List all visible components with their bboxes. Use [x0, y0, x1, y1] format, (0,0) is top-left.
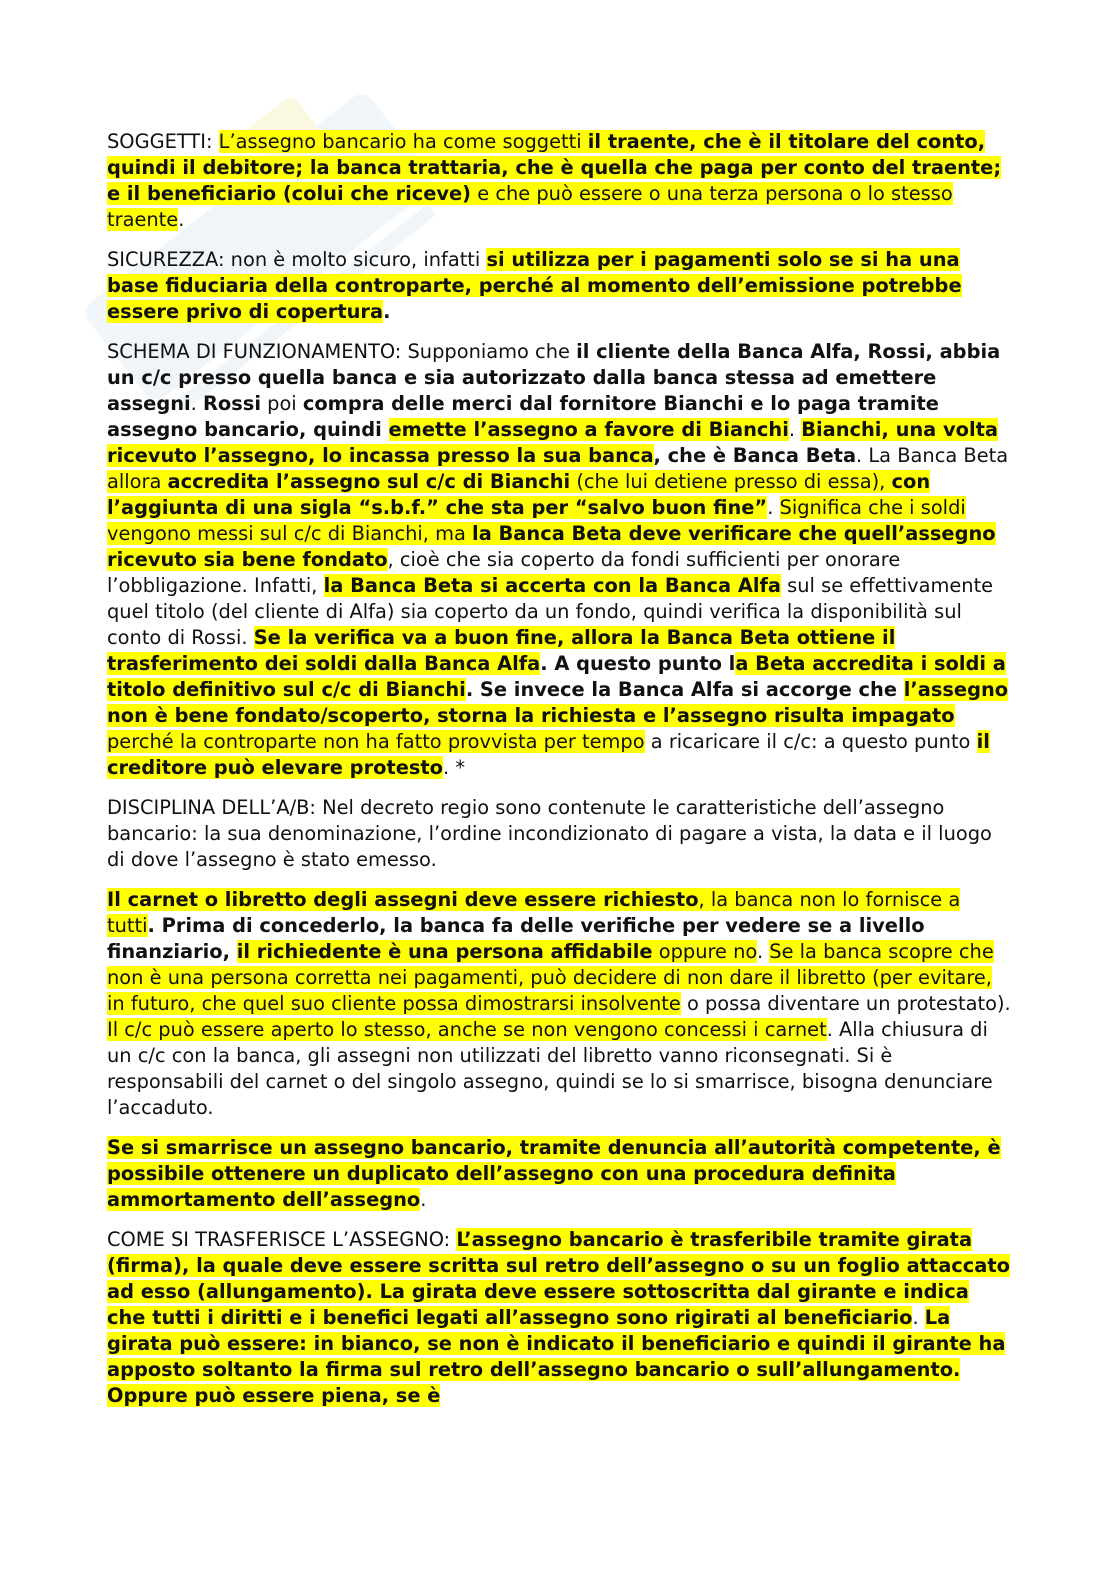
text-run: l’assegno non è bene fondato/scoperto, storna la richiesta e l’assegno risulta impagato — [107, 678, 1009, 727]
text-run: a ricaricare il c/c: a questo punto — [644, 730, 977, 753]
text-run: Se la banca scopre che non è una persona corretta nei pagamenti, può decidere di non dare il libretto (per evitare, in futuro, che quel suo cliente possa dimostrarsi insolvente — [107, 940, 994, 1015]
text-run: . Alla chiusura di un c/c con la banca, gli assegni non utilizzati del libretto vanno riconsegnati. Si è responsabili del carnet o del singolo assegno, quindi se lo si smarrisce, bisogna denunciare l’accaduto. — [107, 1018, 993, 1119]
text-run: . — [190, 392, 203, 415]
text-run: il richiedente è una persona affidabile — [236, 940, 653, 963]
text-run: . Prima di concederlo, la banca fa delle verifiche per vedere se a livello finanziario, — [107, 914, 925, 963]
text-run: il cliente della Banca Alfa, Rossi, abbia un c/c presso quella banca e sia autorizzato dalla banca stessa ad emettere assegni — [107, 340, 1001, 415]
text-run: e che può essere o una terza persona o lo stesso traente — [107, 182, 953, 231]
text-run: . Se invece la Banca Alfa si accorge che — [465, 678, 904, 701]
text-run: SOGGETTI: — [107, 130, 219, 153]
text-run: . La Banca Beta — [856, 444, 1009, 467]
text-run: , che è Banca Beta — [653, 444, 857, 467]
paragraph-schema-funzionamento — [107, 339, 1012, 781]
text-run: . * — [443, 756, 466, 779]
text-run: Il carnet o libretto degli assegni deve essere richiesto — [107, 888, 699, 911]
text-run: . A questo punto l — [540, 652, 736, 675]
text-run: L’assegno bancario ha come soggetti — [218, 130, 588, 153]
text-run: . — [756, 940, 770, 963]
text-run: a Beta accredita i soldi a titolo definitivo sul c/c di Bianchi — [107, 652, 1006, 701]
text-run: DISCIPLINA DELL’A/B: Nel decreto regio sono contenute le caratteristiche dell’assegno bancario: la sua denominazione, l’ordine incondizionato di pagare a vista, la data e il luogo di dove l’assegno è stato emesso. — [107, 796, 992, 871]
text-run: sul se effettivamente quel titolo (del cliente di Alfa) sia coperto da un fondo, quindi verifica la disponibilità sul conto di Rossi. — [107, 574, 994, 649]
text-run: emette l’assegno a favore di Bianchi — [388, 418, 789, 441]
text-run: (che lui detiene presso di essa), — [570, 470, 892, 493]
text-run: . — [767, 496, 780, 519]
text-run: Se la verifica va a buon fine, allora la Banca Beta ottiene il trasferimento dei soldi dalla Banca Alfa — [107, 626, 896, 675]
text-run: il traente, che è il titolare del conto, quindi il debitore; la banca trattaria, che è quella che paga per conto del traente; e il beneficiario (colui che riceve) — [107, 130, 1002, 205]
paragraph-sicurezza — [107, 247, 1012, 325]
text-run: Se si smarrisce un assegno bancario, tramite denuncia all’autorità competente, è possibile ottenere un duplicato dell’assegno con una procedura definita ammortamento dell’assegno — [107, 1136, 1001, 1211]
text-run: compra delle merci dal fornitore Bianchi e lo paga tramite assegno bancario, quindi — [107, 392, 939, 441]
text-run: oppure no — [652, 940, 757, 963]
text-run: il creditore può elevare protesto — [107, 730, 990, 779]
text-run: accredita l’assegno sul c/c di Bianchi — [167, 470, 571, 493]
text-run: . — [420, 1188, 427, 1211]
paragraph-smarrimento — [107, 1135, 1012, 1213]
paragraph-disciplina — [107, 795, 1012, 873]
text-run: la Banca Beta deve verificare che quell’assegno ricevuto sia bene fondato — [107, 522, 996, 571]
text-run: . — [178, 208, 185, 231]
text-run: con l’aggiunta di una sigla “s.b.f.” che sta per “salvo buon fine” — [107, 470, 931, 519]
paragraph-trasferimento — [107, 1227, 1012, 1409]
text-run: Significa che i soldi vengono messi sul c/c di Bianchi, ma — [107, 496, 966, 545]
text-run: poi — [260, 392, 303, 415]
text-run: . — [912, 1306, 925, 1329]
text-run: La girata può essere: in bianco, se non è indicato il beneficiario e quindi il girante ha apposto soltanto la firma sul retro dell’assegno bancario o sull’allungamento. Oppure può essere piena, se è — [107, 1306, 1006, 1407]
text-run: Bianchi, una volta ricevuto l’assegno, lo incassa presso la sua banca — [107, 418, 998, 467]
text-run: si utilizza per i pagamenti solo se si ha una base fiduciaria della controparte, perché al momento dell’emissione potrebbe essere privo di copertura — [107, 248, 962, 323]
text-run: allora — [107, 470, 168, 493]
text-run: . — [383, 300, 391, 323]
text-run: SCHEMA DI FUNZIONAMENTO: Supponiamo che — [107, 340, 577, 363]
text-run: Rossi — [202, 392, 261, 415]
document-body — [107, 129, 1012, 1423]
paragraph-carnet — [107, 887, 1012, 1121]
text-run: COME SI TRASFERISCE L’ASSEGNO: — [107, 1228, 457, 1251]
text-run: L’assegno bancario è trasferibile tramite girata (firma), la quale deve essere scritta sul retro dell’assegno o su un foglio attaccato ad esso (allungamento). La girata deve essere sottoscritta dal girante e indica che tutti i diritti e i benefici legati all’assegno sono rigirati al beneficiario — [107, 1228, 1010, 1329]
text-run: . — [788, 418, 802, 441]
text-run: , la banca non lo fornisce a tutti — [107, 888, 961, 937]
text-run: , cioè che sia coperto da fondi sufficienti per onorare l’obbligazione. Infatti, — [107, 548, 901, 597]
text-run: SICUREZZA: non è molto sicuro, infatti — [107, 248, 487, 271]
paragraph-soggetti — [107, 129, 1012, 233]
text-run: o possa diventare un protestato). — [680, 992, 1011, 1015]
text-run: la Banca Beta si accerta con la Banca Alfa — [323, 574, 781, 597]
text-run: perché la controparte non ha fatto provvista per tempo — [107, 730, 645, 753]
text-run: Il c/c può essere aperto lo stesso, anche se non vengono concessi i carnet — [107, 1018, 827, 1041]
